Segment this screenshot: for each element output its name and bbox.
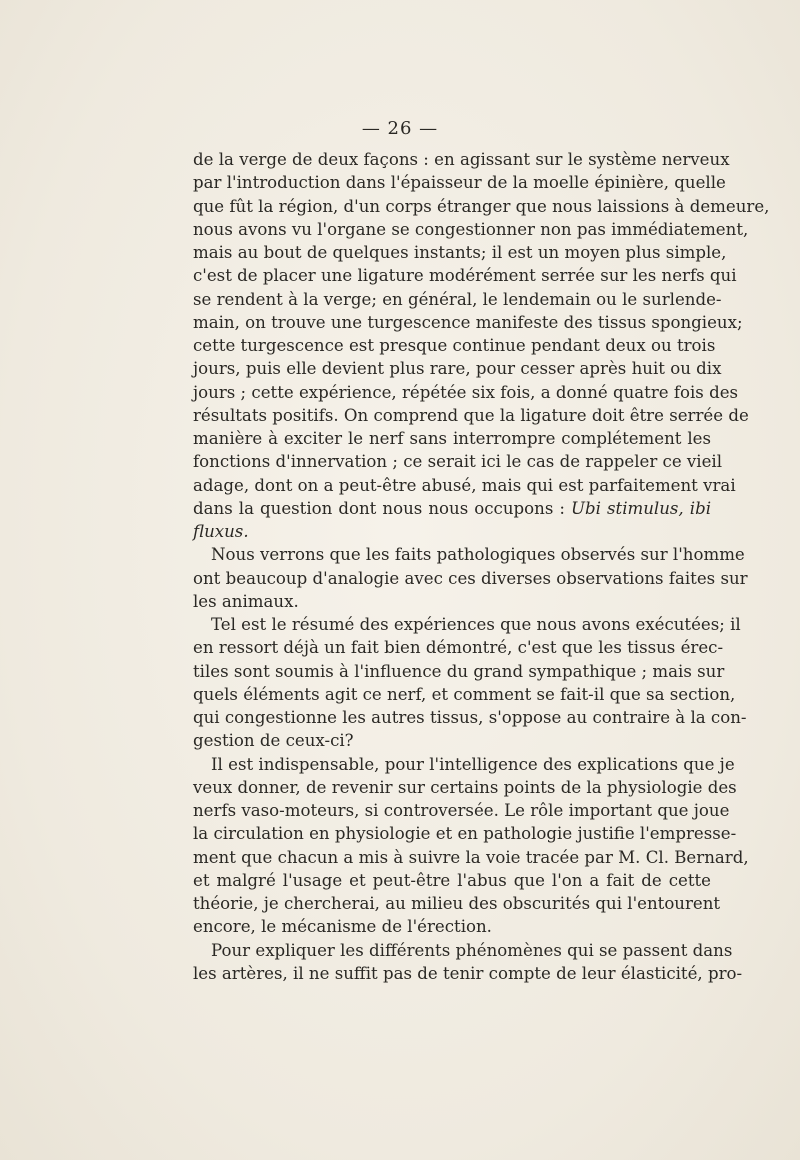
text-line: Nous verrons que les faits pathologiques observés sur l'homme (211, 545, 745, 565)
text-line: jours, puis elle devient plus rare, pour cesser après huit ou dix (193, 359, 722, 379)
text-line: ont beaucoup d'analogie avec ces diverses observations faites sur (193, 568, 748, 588)
text-line: tiles sont soumis à l'influence du grand sympathique ; mais sur (193, 661, 725, 681)
text-line: Il est indispensable, pour l'intelligence des explications que je (211, 754, 735, 774)
text-line: théorie, je chercherai, au milieu des obscurités qui l'entourent (193, 894, 721, 913)
text-line: manière à exciter le nerf sans interrompre complétement les (193, 429, 711, 448)
text-line: main, on trouve une turgescence manifeste des tissus spongieux; (193, 312, 743, 332)
text-line: quels éléments agit ce nerf, et comment se fait-il que sa section, (193, 684, 736, 704)
text-line: Pour expliquer les différents phénomènes qui se passent dans (211, 940, 733, 960)
text-line: veux donner, de revenir sur certains points de la physiologie des (193, 777, 737, 797)
text-line: la circulation en physiologie et en pathologie justifie l'empresse- (193, 824, 737, 844)
page-number: — 26 — (361, 118, 439, 139)
text-line: nerfs vaso-moteurs, si controversée. Le rôle important que joue (193, 801, 730, 820)
text-line: fonctions d'innervation ; ce serait ici le cas de rappeler ce vieil (193, 452, 723, 472)
text-line: de la verge de deux façons : en agissant sur le système nerveux (193, 150, 730, 169)
text-line: se rendent à la verge; en général, le lendemain ou le surlende- (193, 289, 722, 309)
text-line: mais au bout de quelques instants; il est un moyen plus simple, (193, 243, 727, 262)
text-line: dans la question dont nous nous occupons : Ubi stimulus, ibi (193, 498, 712, 518)
text-line: nous avons vu l'organe se congestionner non pas immédiatement, (193, 219, 749, 239)
text-line: gestion de ceux-ci? (193, 731, 354, 751)
text-line: en ressort déjà un fait bien démontré, c'est que les tissus érec- (193, 638, 724, 658)
text-line: encore, le mécanisme de l'érection. (193, 917, 492, 937)
text-line: par l'introduction dans l'épaisseur de la moelle épinière, quelle (193, 173, 726, 193)
body-text (193, 148, 770, 985)
text-line: qui congestionne les autres tissus, s'oppose au contraire à la con- (193, 708, 747, 727)
text-line: que fût la région, d'un corps étranger que nous laissions à demeure, (193, 196, 770, 216)
text-line: fluxus. (193, 522, 249, 541)
text-line: adage, dont on a peut-être abusé, mais qui est parfaitement vrai (193, 475, 736, 495)
text-line: ment que chacun a mis à suivre la voie tracée par M. Cl. Bernard, (193, 847, 749, 867)
text-line: jours ; cette expérience, répétée six fois, a donné quatre fois des (193, 382, 739, 402)
text-line: cette turgescence est presque continue pendant deux ou trois (193, 336, 716, 355)
text-line: c'est de placer une ligature modérément serrée sur les nerfs qui (193, 266, 737, 286)
text-line: et malgré l'usage et peut-être l'abus que l'on a fait de cette (193, 870, 711, 890)
text-line: Tel est le résumé des expériences que nous avons exécutées; il (211, 615, 741, 634)
text-line: les artères, il ne suffit pas de tenir compte de leur élasticité, pro- (193, 963, 743, 983)
text-line: les animaux. (193, 591, 299, 611)
text-line: résultats positifs. On comprend que la ligature doit être serrée de (193, 405, 749, 425)
